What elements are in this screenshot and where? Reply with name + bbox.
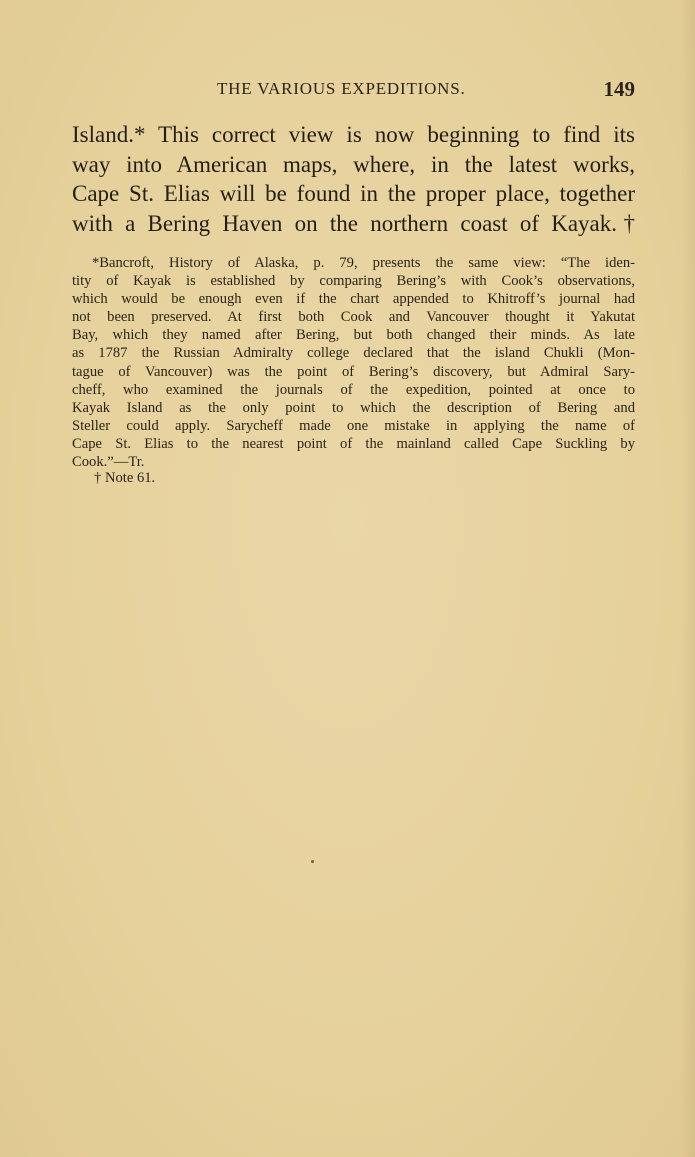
footnote-line: as 1787 the Russian Admiralty college declared that the island Chukli (Mon- <box>72 345 635 362</box>
footnote-line: tague of Vancouver) was the point of Bering’s discovery, but Admiral Sary- <box>72 363 635 380</box>
running-head <box>72 77 635 103</box>
page-number: 149 <box>603 77 635 101</box>
body-line: way into American maps, where, in the latest works, <box>72 151 635 177</box>
footnote-line: Steller could apply. Sarycheff made one mistake in applying the name of <box>72 417 635 434</box>
body-line: Island.* This correct view is now beginning to find its <box>72 122 635 147</box>
footnote-line: not been preserved. At first both Cook and Vancouver thought it Yakutat <box>72 309 635 326</box>
body-line: with a Bering Haven on the northern coast of Kayak.† <box>72 210 635 236</box>
footnote-line: Cape St. Elias to the nearest point of the mainland called Cape Suckling by <box>72 435 635 452</box>
paper-speck <box>311 860 314 863</box>
footnote-line: cheff, who examined the journals of the expedition, pointed at once to <box>72 381 635 398</box>
footnote-line: tity of Kayak is established by comparing Bering’s with Cook’s observations, <box>72 273 635 290</box>
note-reference: † Note 61. <box>94 470 156 486</box>
footnote-line: Bay, which they named after Bering, but both changed their minds. As late <box>72 327 635 344</box>
footnote-line: *Bancroft, History of Alaska, p. 79, presents the same view: “The iden- <box>92 255 635 271</box>
footnote-line: Cook.”—Tr. <box>72 454 145 471</box>
page-edge-shadow <box>681 0 695 1157</box>
footnote-line: Kayak Island as the only point to which the description of Bering and <box>72 399 635 416</box>
footnote-line: which would be enough even if the chart appended to Khitroff’s journal had <box>72 291 635 308</box>
running-head-title: THE VARIOUS EXPEDITIONS. <box>217 79 466 98</box>
footnote <box>72 254 635 471</box>
body-paragraph <box>72 120 635 238</box>
body-line: Cape St. Elias will be found in the proper place, together <box>72 181 635 206</box>
